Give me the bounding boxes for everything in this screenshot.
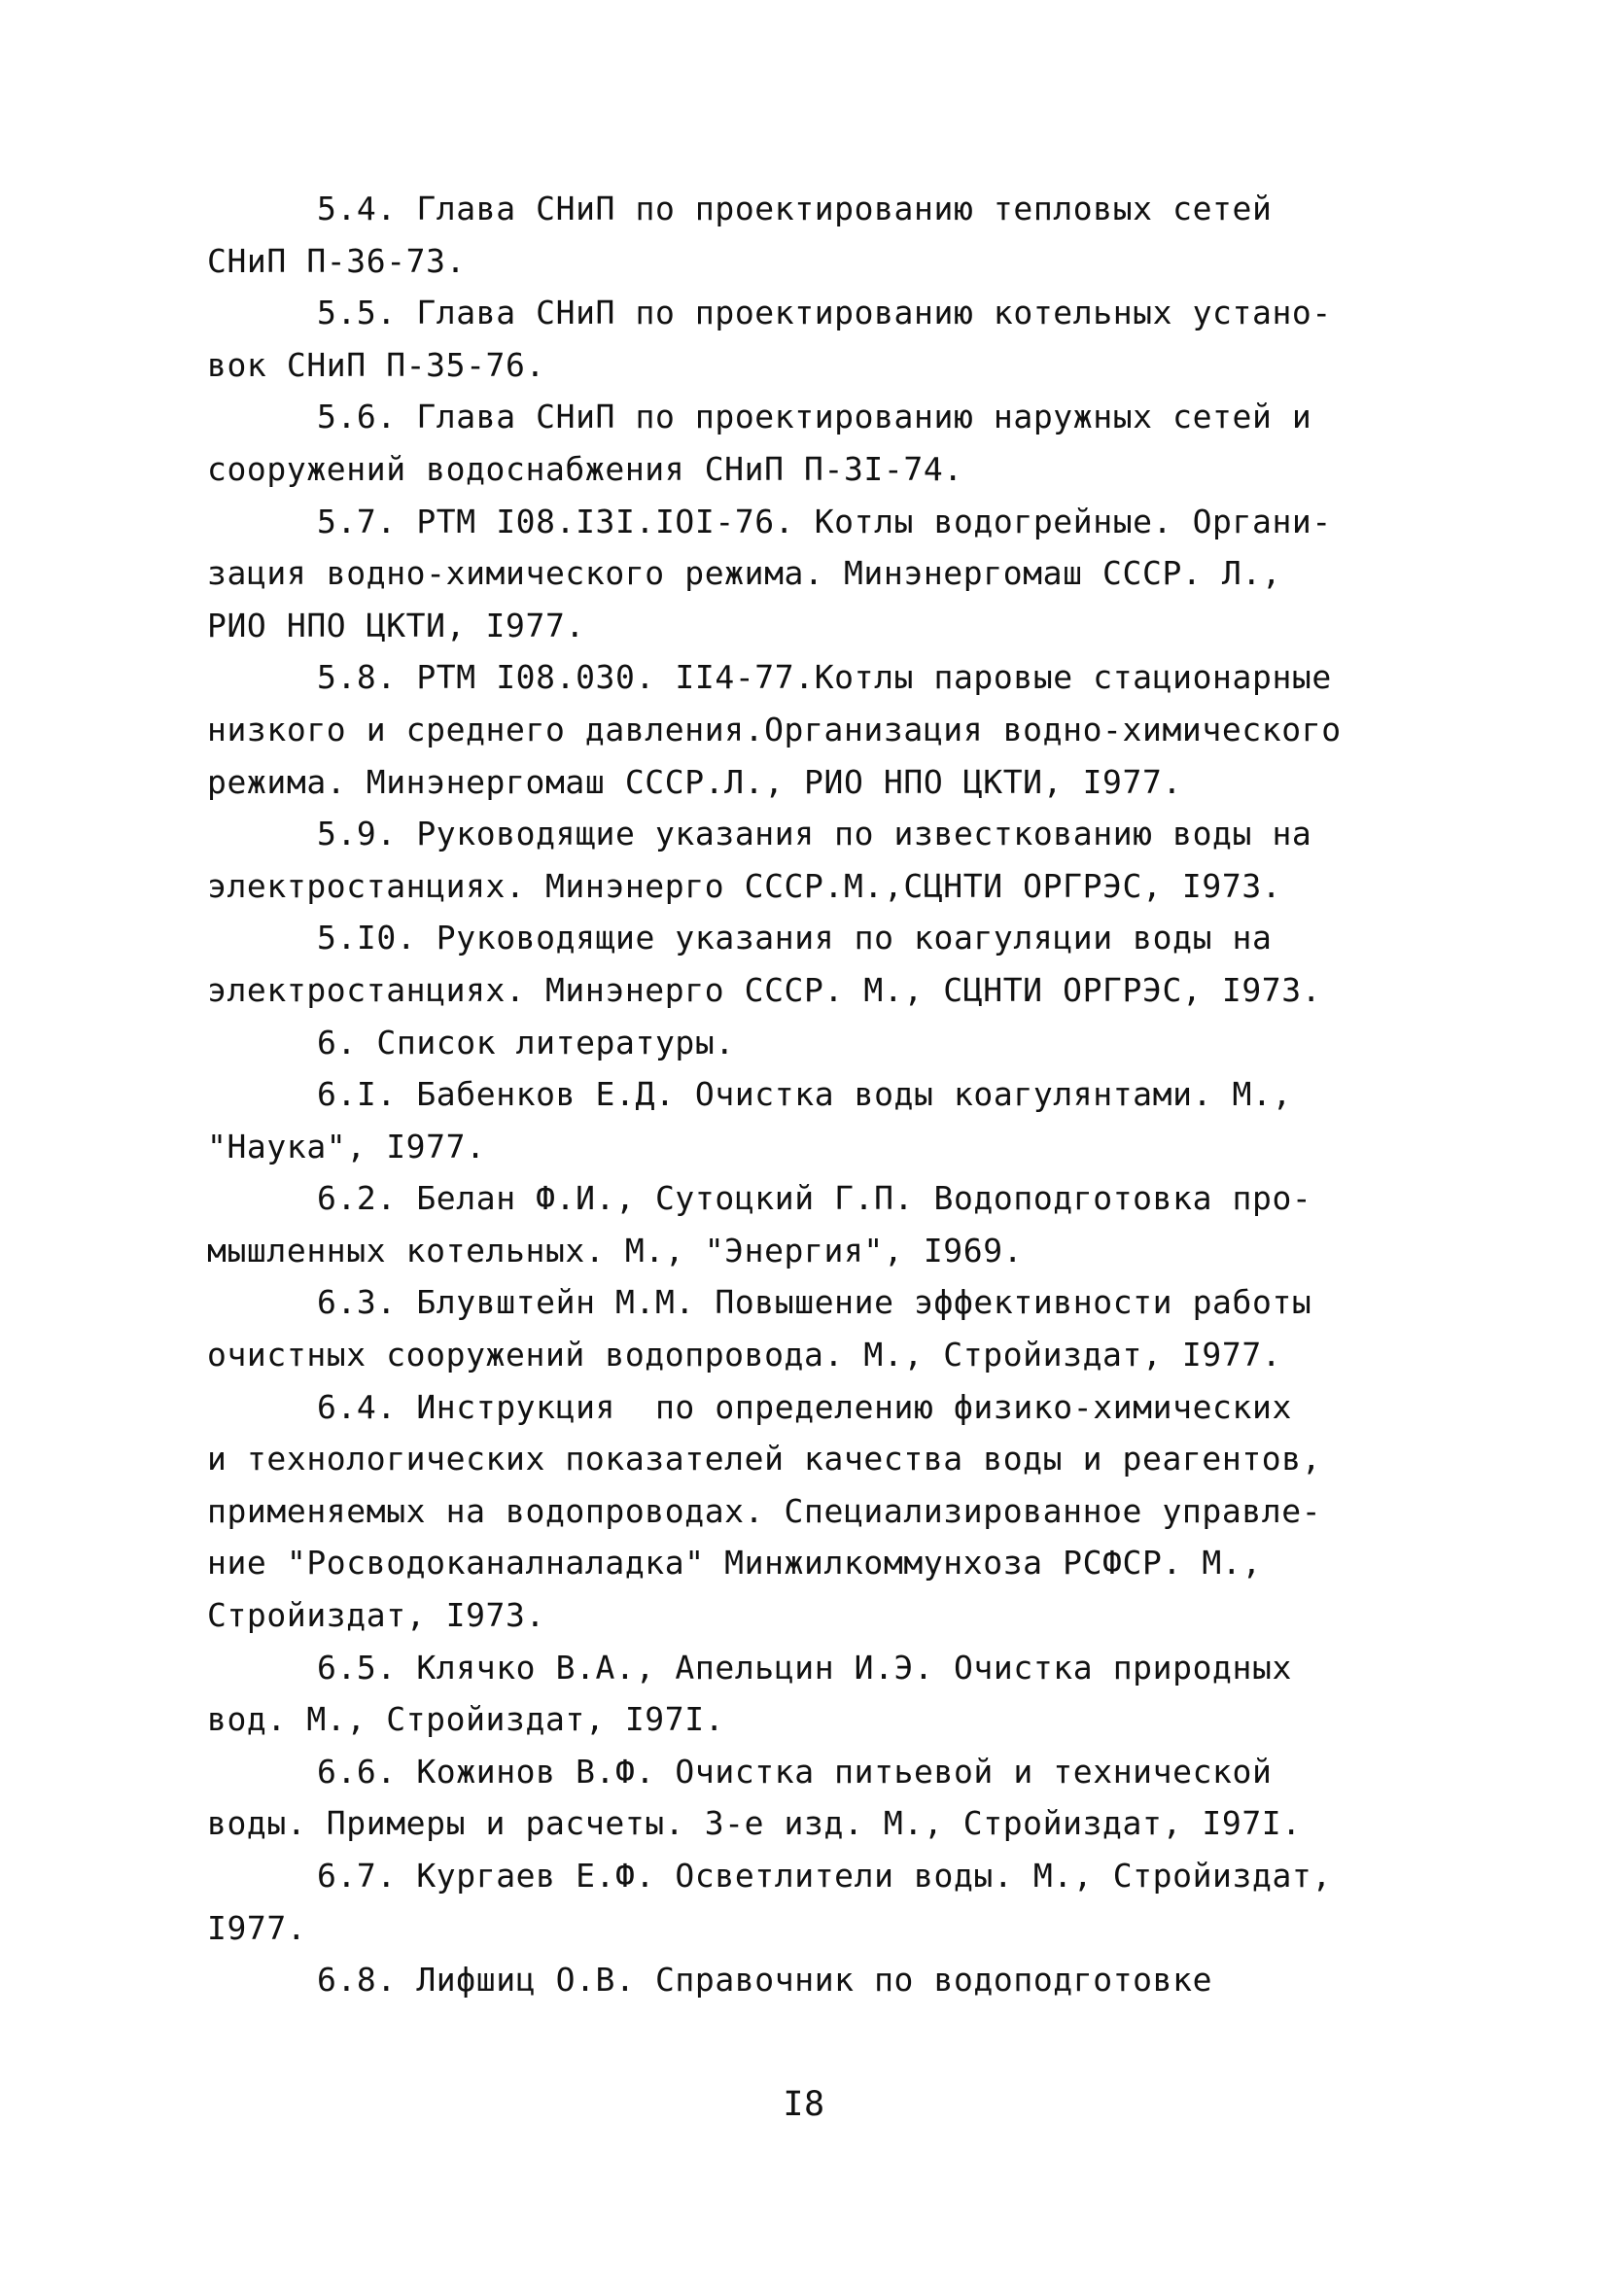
text-line: СНиП П-36-73. — [207, 241, 467, 280]
text-line: РИО НПО ЦКТИ, I977. — [207, 606, 585, 644]
text-line: режима. Минэнергомаш СССР.Л., РИО НПО ЦКТИ, I977. — [207, 762, 1182, 801]
section-heading: 6. Список литературы. — [317, 1023, 735, 1061]
text-line: сооружений водоснабжения СНиП П-3I-74. — [207, 449, 963, 488]
text-line: воды. Примеры и расчеты. 3-е изд. М., Стройиздат, I97I. — [207, 1804, 1302, 1843]
text-line: низкого и среднего давления.Организация водно-химического — [207, 710, 1342, 748]
text-line: 6.5. Клячко В.А., Апельцин И.Э. Очистка природных — [317, 1648, 1292, 1687]
text-line: 6.8. Лифшиц О.В. Справочник по водоподготовке — [317, 1961, 1213, 2000]
text-line: Стройиздат, I973. — [207, 1596, 545, 1635]
text-line: 6.I. Бабенков Е.Д. Очистка воды коагулянтами. М., — [317, 1075, 1292, 1114]
text-line: 5.5. Глава СНиП по проектированию котельных устано- — [317, 294, 1332, 332]
text-line: электростанциях. Минэнерго СССР. М., СЦНТИ ОРГРЭС, I973. — [207, 970, 1322, 1009]
text-line: ние "Росводоканалналадка" Минжилкоммунхоза РСФСР. М., — [207, 1544, 1262, 1583]
text-line: 5.7. РТМ I08.I3I.IOI-76. Котлы водогрейные. Органи- — [317, 502, 1332, 540]
text-line: вод. М., Стройиздат, I97I. — [207, 1700, 725, 1739]
text-line: и технологических показателей качества воды и реагентов, — [207, 1440, 1322, 1478]
text-line: электростанциях. Минэнерго СССР.М.,СЦНТИ ОРГРЭС, I973. — [207, 866, 1282, 905]
text-line: 5.8. РТМ I08.030. II4-77.Котлы паровые стационарные — [317, 658, 1332, 697]
text-line: 5.9. Руководящие указания по известкованию воды на — [317, 815, 1312, 853]
text-line: 6.4. Инструкция по определению физико-химических — [317, 1387, 1292, 1426]
text-line: очистных сооружений водопровода. М., Стройиздат, I977. — [207, 1336, 1282, 1374]
text-line: "Наука", I977. — [207, 1127, 486, 1165]
text-line: 6.7. Кургаев Е.Ф. Осветлители воды. М., Стройиздат, — [317, 1857, 1332, 1895]
text-line: 5.I0. Руководящие указания по коагуляции воды на — [317, 919, 1273, 957]
text-line: 6.3. Блувштейн М.М. Повышение эффективности работы — [317, 1283, 1312, 1322]
text-line: I977. — [207, 1908, 307, 1947]
text-line: применяемых на водопроводах. Специализированное управле- — [207, 1491, 1322, 1530]
page-number: I8 — [783, 2085, 825, 2124]
text-line: 5.6. Глава СНиП по проектированию наружных сетей и — [317, 398, 1312, 436]
text-line: 6.2. Белан Ф.И., Сутоцкий Г.П. Водоподготовка про- — [317, 1179, 1312, 1218]
text-line: 6.6. Кожинов В.Ф. Очистка питьевой и технической — [317, 1752, 1273, 1791]
body-text — [207, 183, 1451, 2006]
text-line: 5.4. Глава СНиП по проектированию тепловых сетей — [317, 190, 1273, 227]
text-line: зация водно-химического режима. Минэнергомаш СССР. Л., — [207, 554, 1282, 593]
text-line: вок СНиП П-35-76. — [207, 345, 545, 384]
text-line: мышленных котельных. М., "Энергия", I969. — [207, 1231, 1024, 1270]
